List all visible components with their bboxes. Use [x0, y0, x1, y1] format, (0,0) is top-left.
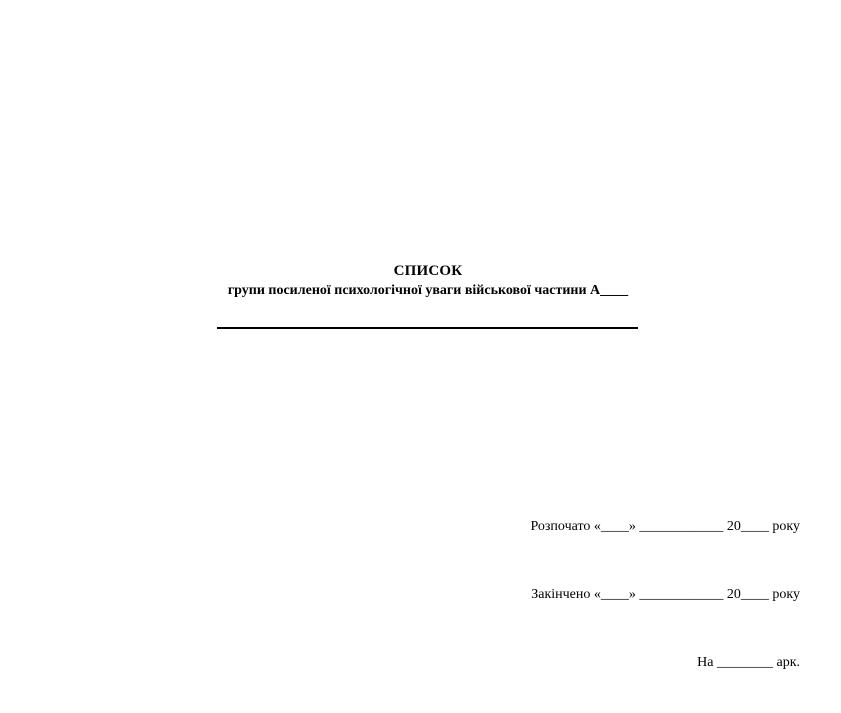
blank-fill-line	[217, 327, 638, 329]
document-subtitle: групи посиленої психологічної уваги військової частини А____	[227, 283, 629, 298]
document-title: СПИСОК	[393, 263, 463, 279]
sheets-count-line: На ________ арк.	[697, 655, 800, 670]
finished-date-line: Закінчено «____» ____________ 20____ року	[531, 587, 800, 602]
registration-block	[530, 477, 800, 713]
started-date-line: Розпочато «____» ____________ 20____ року	[530, 519, 800, 534]
